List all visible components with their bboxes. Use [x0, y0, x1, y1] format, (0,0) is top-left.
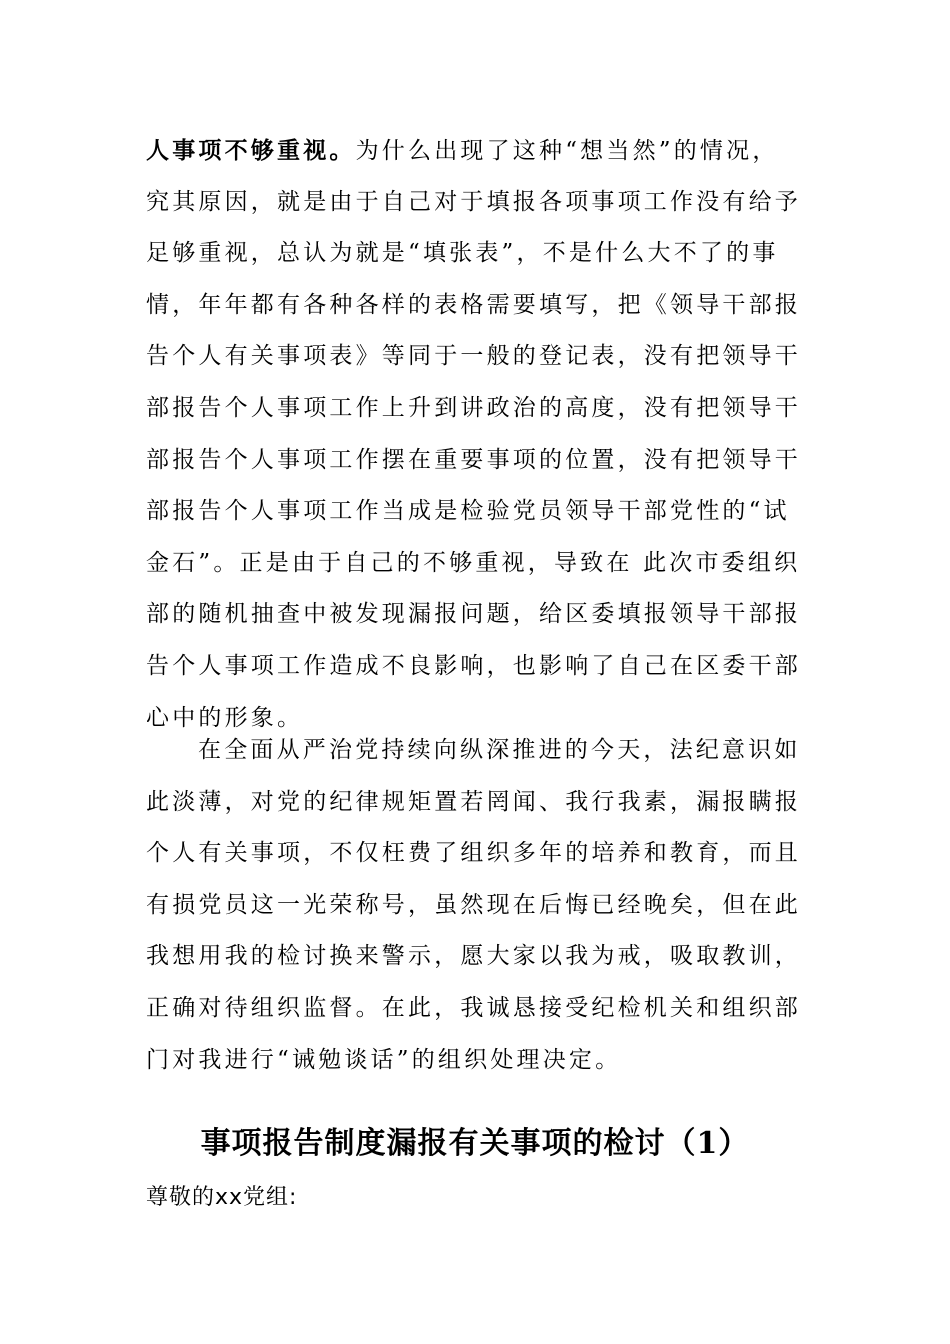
- text-line: 此淡薄，对党的纪律规矩置若罔闻、我行我素，漏报瞒报: [146, 788, 801, 815]
- text-line: 金石”。正是由于自己的不够重视，导致在 此次市委组织: [146, 549, 801, 576]
- text-line: 正确对待组织监督。在此，我诚恳接受纪检机关和组织部: [146, 994, 801, 1021]
- text-line: 部报告个人事项工作上升到讲政治的高度，没有把领导干: [146, 394, 801, 421]
- text-line: 门对我进行“诫勉谈话”的组织处理决定。: [146, 1046, 622, 1073]
- salutation: 尊敬的xx党组:: [146, 1185, 298, 1210]
- text-line: 部报告个人事项工作当成是检验党员领导干部党性的“试: [146, 498, 790, 525]
- section-title: 事项报告制度漏报有关事项的检讨（1）: [200, 1126, 750, 1161]
- text-line: 告个人事项工作造成不良影响，也影响了自己在区委干部: [146, 652, 801, 679]
- text-line: 足够重视，总认为就是“填张表”，不是什么大不了的事: [146, 240, 779, 267]
- text-line: 在全面从严治党持续向纵深推进的今天，法纪意识如: [198, 737, 801, 763]
- text-line: 个人有关事项，不仅枉费了组织多年的培养和教育，而且: [146, 840, 801, 867]
- text-line: 告个人有关事项表》等同于一般的登记表，没有把领导干: [146, 343, 801, 370]
- text-line: 部的随机抽查中被发现漏报问题，给区委填报领导干部报: [146, 601, 801, 628]
- bold-lead-text: 人事项不够重视。: [146, 137, 356, 164]
- text-line: [146, 125, 806, 177]
- text-line: 心中的形象。: [146, 704, 304, 731]
- paragraph-reason: [146, 125, 806, 744]
- line-text: 为什么出现了这种“想当然”的情况，: [355, 138, 779, 164]
- text-line: 我想用我的检讨换来警示，愿大家以我为戒，吸取教训，: [146, 943, 801, 970]
- text-line: 情，年年都有各种各样的表格需要填写，把《领导干部报: [146, 291, 801, 318]
- text-line: 究其原因，就是由于自己对于填报各项事项工作没有给予: [146, 188, 801, 215]
- paragraph-conclusion: [146, 725, 806, 1086]
- text-line: 部报告个人事项工作摆在重要事项的位置，没有把领导干: [146, 446, 801, 473]
- text-line: 有损党员这一光荣称号，虽然现在后悔已经晚矣，但在此: [146, 891, 801, 918]
